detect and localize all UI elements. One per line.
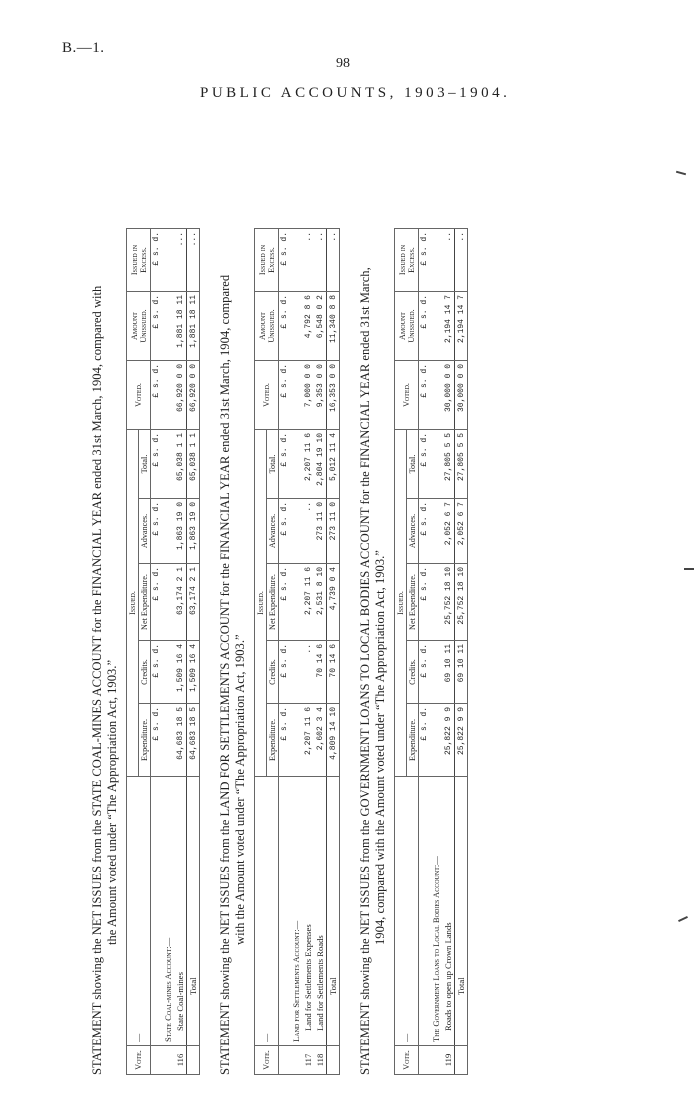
vote-number: 116 [174,1046,187,1075]
cell-voted: 9,353 0 0 [314,361,327,430]
col-total: Total. [407,430,419,499]
col-excess: Issued in Excess. [395,229,419,292]
statement-title [358,110,388,1075]
statement-block [358,110,468,1075]
cell-advances: 2,052 6 7 [442,499,455,564]
cell-voted: 7,000 0 0 [302,361,314,430]
units-label: £ s. d. [419,641,431,704]
blank-cell [290,292,302,361]
blank-cell [162,361,174,430]
report-code: B.—1. [62,40,105,56]
col-expenditure: Expenditure. [139,704,151,777]
statement-title [90,110,120,1075]
total-total: 5,012 11 4 [327,430,340,499]
col-net-expenditure: Net Expenditure. [267,564,279,641]
cell-net: 2,207 11 6 [302,564,314,641]
units-label: £ s. d. [419,430,431,499]
col-issued: Issued. [255,430,267,777]
cell-total: 65,038 1 1 [174,430,187,499]
col-advances: Advances. [139,499,151,564]
cell-expenditure: 2,602 3 4 [314,704,327,777]
col-unissued: Amount Unissued. [395,292,419,361]
cell-expenditure: 25,822 9 9 [442,704,455,777]
col-advances: Advances. [407,499,419,564]
col-description: — [395,777,419,1046]
blank-cell [162,704,174,777]
total-unissued: 1,881 18 11 [187,292,200,361]
total-net: 25,752 18 10 [455,564,468,641]
blank-cell [430,641,442,704]
row-description: Land for Settlements Expenses [302,777,314,1046]
units-label: £ s. d. [419,292,431,361]
blank-cell [162,292,174,361]
col-expenditure: Expenditure. [267,704,279,777]
total-label: Total [327,777,340,1046]
blank-cell [290,641,302,704]
table-row [442,229,455,1075]
total-unissued: 2,194 14 7 [455,292,468,361]
blank-cell [162,499,174,564]
account-heading: Land for Settlements Account:— [290,777,302,1046]
col-description: — [127,777,151,1046]
total-excess: .. [327,229,340,292]
total-credits: 69 10 11 [455,641,468,704]
units-label: £ s. d. [151,641,163,704]
statement-subtitle: 1904, compared with the Amount voted under “The Appropriation Act, 1903.” [373,550,387,945]
total-expenditure: 25,822 9 9 [455,704,468,777]
units-label: £ s. d. [279,704,291,777]
cell-unissued: 2,194 14 7 [442,292,455,361]
units-label: £ s. d. [419,704,431,777]
col-total: Total. [267,430,279,499]
page-number: 98 [336,56,350,71]
col-unissued: Amount Unissued. [127,292,151,361]
row-vote-blank [290,1046,302,1075]
col-advances: Advances. [267,499,279,564]
statement-block [90,110,200,1075]
units-label: £ s. d. [419,361,431,430]
blank-cell [290,361,302,430]
cell-total: 2,207 11 6 [302,430,314,499]
blank-cell [290,430,302,499]
total-expenditure: 64,683 18 5 [187,704,200,777]
cell-excess: .. [442,229,455,292]
units-label: £ s. d. [151,430,163,499]
units-label: £ s. d. [151,704,163,777]
col-unissued: Amount Unissued. [255,292,279,361]
blank-cell [162,430,174,499]
statement-title [218,110,248,1075]
row-description: Land for Settlements Roads [314,777,327,1046]
units-label: £ s. d. [419,564,431,641]
cell-unissued: 4,792 8 6 [302,292,314,361]
total-credits: 70 14 6 [327,641,340,704]
total-net: 4,739 0 4 [327,564,340,641]
vote-number: 118 [314,1046,327,1075]
blank-cell [430,430,442,499]
margin-mark [678,916,688,922]
units-vote [419,1046,431,1075]
col-voted: Voted. [127,361,151,430]
cell-credits: 70 14 6 [314,641,327,704]
col-total: Total. [139,430,151,499]
total-voted: 16,353 0 0 [327,361,340,430]
page-title: PUBLIC ACCOUNTS, 1903–1904. [200,85,511,101]
blank-cell [430,564,442,641]
cell-net: 25,752 18 10 [442,564,455,641]
col-vote: Vote. [255,1046,279,1075]
total-excess: .. [455,229,468,292]
blank-cell [290,564,302,641]
row-vote-blank [430,1046,442,1075]
cell-credits: 69 10 11 [442,641,455,704]
total-advances: 1,863 19 0 [187,499,200,564]
statement-table [254,228,340,1075]
col-vote: Vote. [395,1046,419,1075]
blank-cell [290,499,302,564]
units-label: £ s. d. [151,229,163,292]
rotated-statements [90,110,635,1075]
col-description: — [255,777,279,1046]
total-vote-blank [327,1046,340,1075]
blank-cell [162,564,174,641]
margin-mark [684,568,694,570]
col-vote: Vote. [127,1046,151,1075]
units-label: £ s. d. [151,564,163,641]
units-label: £ s. d. [279,361,291,430]
account-heading: State Coal-mines Account:— [162,777,174,1046]
units-label: £ s. d. [419,229,431,292]
col-expenditure: Expenditure. [407,704,419,777]
total-total: 65,038 1 1 [187,430,200,499]
statement-block [218,110,340,1075]
col-voted: Voted. [395,361,419,430]
total-advances: 273 11 0 [327,499,340,564]
col-net-expenditure: Net Expenditure. [407,564,419,641]
cell-unissued: 6,548 0 2 [314,292,327,361]
total-vote-blank [187,1046,200,1075]
row-vote-blank [162,1046,174,1075]
blank-cell [290,229,302,292]
total-excess: ... [187,229,200,292]
blank-cell [162,229,174,292]
units-label: £ s. d. [279,564,291,641]
col-voted: Voted. [255,361,279,430]
cell-voted: 30,000 0 0 [442,361,455,430]
cell-credits: .. [302,641,314,704]
vote-number: 119 [442,1046,455,1075]
total-row [187,229,200,1075]
total-label: Total [187,777,200,1046]
units-label: £ s. d. [279,499,291,564]
units-desc [151,777,163,1046]
units-desc [279,777,291,1046]
row-description: Roads to open up Crown Lands [442,777,455,1046]
statement-title-line: STATEMENT showing the NET ISSUES from the GOVERNMENT LOANS TO LOCAL BODIES ACCOUNT for the FINANCIAL YEAR ended 31st March, [358,267,372,1075]
cell-advances: 1,863 19 0 [174,499,187,564]
total-voted: 66,920 0 0 [187,361,200,430]
total-unissued: 11,340 8 8 [327,292,340,361]
units-vote [279,1046,291,1075]
col-net-expenditure: Net Expenditure. [139,564,151,641]
total-label: Total [455,777,468,1046]
cell-total: 27,805 5 5 [442,430,455,499]
statement-title-line: STATEMENT showing the NET ISSUES from the STATE COAL-MINES ACCOUNT for the FINANCIAL YEAR ended 31st March, 1904, compared with [90,285,104,1075]
col-issued: Issued. [127,430,139,777]
cell-net: 2,531 8 10 [314,564,327,641]
units-desc [419,777,431,1046]
units-label: £ s. d. [279,229,291,292]
statement-subtitle: with the Amount voted under “The Appropriation Act, 1903.” [233,634,247,945]
units-label: £ s. d. [419,499,431,564]
statement-title-line: STATEMENT showing the NET ISSUES from the LAND FOR SETTLEMENTS ACCOUNT for the FINANCIAL YEAR ended 31st March, 1904, compared [218,274,232,1075]
cell-total: 2,804 19 10 [314,430,327,499]
statement-table [126,228,200,1075]
cell-unissued: 1,881 18 11 [174,292,187,361]
cell-voted: 66,920 0 0 [174,361,187,430]
cell-advances: 273 11 0 [314,499,327,564]
col-issued: Issued. [395,430,407,777]
col-credits: Credits. [139,641,151,704]
blank-cell [162,641,174,704]
total-total: 27,805 5 5 [455,430,468,499]
units-label: £ s. d. [151,499,163,564]
cell-credits: 1,509 16 4 [174,641,187,704]
blank-cell [430,229,442,292]
blank-cell [430,704,442,777]
blank-cell [290,704,302,777]
total-row [327,229,340,1075]
table-row [314,229,327,1075]
account-heading: The Government Loans to Local Bodies Account:— [430,777,442,1046]
total-row [455,229,468,1075]
cell-excess: ... [174,229,187,292]
cell-excess: .. [314,229,327,292]
total-expenditure: 4,809 14 10 [327,704,340,777]
col-excess: Issued in Excess. [127,229,151,292]
cell-net: 63,174 2 1 [174,564,187,641]
total-advances: 2,052 6 7 [455,499,468,564]
cell-advances: .. [302,499,314,564]
units-label: £ s. d. [279,641,291,704]
statement-table [394,228,468,1075]
row-description: State Coal-mines [174,777,187,1046]
col-excess: Issued in Excess. [255,229,279,292]
units-label: £ s. d. [279,430,291,499]
units-label: £ s. d. [279,292,291,361]
table-row [174,229,187,1075]
total-voted: 30,000 0 0 [455,361,468,430]
table-row [302,229,314,1075]
total-credits: 1,509 16 4 [187,641,200,704]
units-label: £ s. d. [151,292,163,361]
total-vote-blank [455,1046,468,1075]
cell-excess: .. [302,229,314,292]
margin-mark [676,171,686,176]
total-net: 63,174 2 1 [187,564,200,641]
col-credits: Credits. [267,641,279,704]
cell-expenditure: 2,207 11 6 [302,704,314,777]
vote-number: 117 [302,1046,314,1075]
units-label: £ s. d. [151,361,163,430]
col-credits: Credits. [407,641,419,704]
statement-subtitle: the Amount voted under “The Appropriation Act, 1903.” [105,659,119,945]
units-vote [151,1046,163,1075]
blank-cell [430,292,442,361]
cell-expenditure: 64,683 18 5 [174,704,187,777]
blank-cell [430,361,442,430]
blank-cell [430,499,442,564]
